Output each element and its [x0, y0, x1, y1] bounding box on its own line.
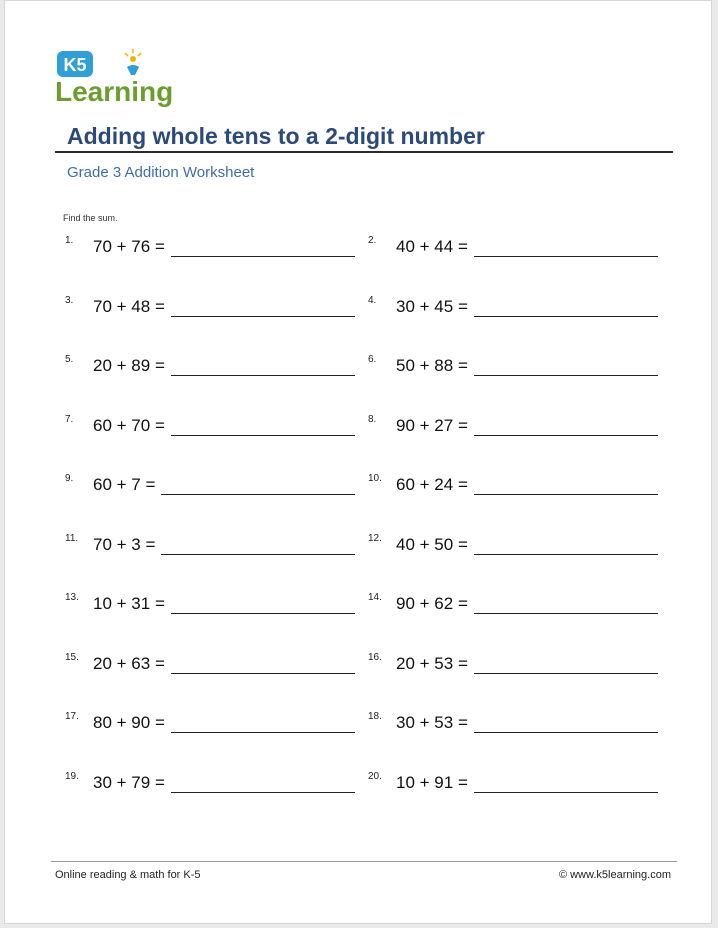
addend-b: 91 [434, 772, 454, 792]
plus-sign: + [414, 594, 435, 613]
plus-sign: + [414, 713, 435, 732]
answer-line[interactable] [171, 732, 355, 733]
plus-sign: + [414, 653, 435, 673]
answer-line[interactable] [474, 673, 658, 674]
answer-line[interactable] [474, 494, 658, 495]
equals-sign: = [453, 356, 468, 375]
problem-number: 4. [368, 294, 377, 306]
answer-line[interactable] [161, 494, 355, 495]
worksheet-title: Adding whole tens to a 2-digit number [67, 123, 485, 149]
problem-number: 11. [65, 532, 79, 544]
addend-b: 7 [131, 475, 141, 494]
answer-line[interactable] [474, 316, 658, 317]
equals-sign: = [453, 475, 468, 494]
problem-number: 20. [368, 770, 382, 782]
problem-item [65, 414, 365, 438]
problem-number: 3. [65, 294, 74, 306]
addend-b: 90 [131, 713, 151, 732]
problem-expression [396, 237, 468, 257]
addend-a: 10 [93, 594, 112, 613]
equals-sign: = [150, 653, 165, 673]
answer-line[interactable] [474, 256, 658, 257]
addend-b: 76 [131, 237, 151, 256]
problem-number: 5. [65, 354, 74, 365]
addend-b: 45 [434, 296, 454, 316]
equals-sign: = [453, 653, 468, 673]
equals-sign: = [150, 713, 165, 732]
answer-line[interactable] [171, 316, 355, 317]
addend-b: 63 [131, 653, 151, 673]
addend-b: 50 [434, 534, 454, 554]
plus-sign: + [111, 594, 132, 613]
problem-number: 16. [368, 651, 382, 663]
footer-divider [51, 861, 677, 862]
problem-list [5, 1, 711, 923]
problem-expression [396, 713, 468, 733]
addend-b: 53 [434, 653, 454, 673]
problem-item [368, 354, 668, 378]
problem-expression [396, 297, 468, 317]
addend-a: 90 [396, 415, 415, 435]
equals-sign: = [140, 475, 156, 494]
problem-expression [93, 654, 165, 674]
problem-item [65, 295, 365, 319]
addend-b: 88 [434, 356, 454, 375]
addend-b: 79 [131, 772, 151, 792]
problem-item [65, 711, 365, 735]
problem-item [368, 771, 668, 795]
answer-line[interactable] [171, 792, 355, 793]
problem-number: 1. [65, 235, 74, 246]
addend-a: 60 [396, 475, 415, 494]
plus-sign: + [414, 296, 435, 316]
problem-item [368, 473, 668, 497]
problem-item [368, 533, 668, 557]
addend-a: 50 [396, 356, 415, 375]
problem-number: 14. [368, 592, 382, 603]
addend-b: 3 [131, 534, 141, 554]
problem-expression [396, 594, 468, 614]
plus-sign: + [414, 772, 435, 792]
equals-sign: = [453, 534, 468, 554]
plus-sign: + [111, 237, 132, 256]
answer-line[interactable] [171, 256, 355, 257]
equals-sign: = [453, 594, 468, 613]
logo-badge-text: K5 [63, 55, 87, 75]
addend-b: 24 [434, 475, 454, 494]
equals-sign: = [150, 594, 165, 613]
footer-tagline: Online reading & math for K-5 [55, 869, 201, 881]
problem-number: 19. [65, 770, 79, 782]
worksheet-subtitle: Grade 3 Addition Worksheet [67, 164, 255, 181]
equals-sign: = [453, 772, 468, 792]
plus-sign: + [111, 772, 132, 792]
equals-sign: = [150, 237, 165, 256]
problem-number: 9. [65, 473, 74, 484]
problem-expression [93, 713, 165, 733]
problem-number: 17. [65, 711, 79, 722]
addend-a: 60 [93, 415, 112, 435]
addend-b: 44 [434, 237, 454, 256]
problem-item [368, 414, 668, 438]
problem-item [65, 473, 365, 497]
problem-item [368, 235, 668, 259]
problem-item [65, 533, 365, 557]
problem-item [368, 652, 668, 676]
problem-expression [396, 475, 468, 495]
problem-expression [93, 475, 155, 495]
equals-sign: = [453, 296, 468, 316]
problem-item [368, 711, 668, 735]
problem-item [65, 354, 365, 378]
problem-number: 6. [368, 354, 377, 365]
problem-expression [396, 356, 468, 376]
answer-line[interactable] [474, 375, 658, 376]
plus-sign: + [111, 534, 132, 554]
problem-item [65, 771, 365, 795]
answer-line[interactable] [474, 554, 658, 555]
problem-number: 12. [368, 532, 382, 544]
instruction-text: Find the sum. [63, 213, 118, 223]
plus-sign: + [111, 653, 132, 673]
problem-item [368, 295, 668, 319]
addend-b: 27 [434, 415, 454, 435]
answer-line[interactable] [474, 792, 658, 793]
plus-sign: + [414, 534, 435, 554]
plus-sign: + [414, 237, 435, 256]
addend-a: 30 [396, 296, 415, 316]
plus-sign: + [111, 713, 132, 732]
logo-wordmark: Learning [55, 76, 174, 107]
addend-a: 80 [93, 713, 112, 732]
problem-number: 18. [368, 711, 382, 722]
answer-line[interactable] [474, 435, 658, 436]
addend-b: 31 [131, 594, 151, 613]
answer-line[interactable] [474, 613, 658, 614]
equals-sign: = [150, 296, 165, 316]
problem-number: 13. [65, 592, 79, 603]
answer-line[interactable] [171, 375, 355, 376]
problem-item [65, 592, 365, 616]
addend-a: 30 [93, 772, 112, 792]
problem-number: 10. [368, 473, 382, 484]
problem-expression [93, 416, 165, 436]
problem-expression [396, 773, 468, 793]
addend-b: 70 [131, 415, 151, 435]
addend-a: 40 [396, 534, 415, 554]
addend-b: 89 [131, 356, 151, 375]
plus-sign: + [111, 415, 132, 435]
answer-line[interactable] [171, 673, 355, 674]
worksheet-page [4, 0, 712, 924]
problem-expression [93, 594, 165, 614]
addend-a: 70 [93, 534, 112, 554]
plus-sign: + [111, 356, 132, 375]
problem-expression [396, 535, 468, 555]
addend-a: 40 [396, 237, 415, 256]
problem-number: 2. [368, 235, 377, 246]
addend-a: 20 [93, 356, 112, 375]
equals-sign: = [453, 713, 468, 732]
addend-a: 10 [396, 772, 415, 792]
problem-expression [93, 773, 165, 793]
answer-line[interactable] [161, 554, 355, 555]
answer-line[interactable] [171, 613, 355, 614]
problem-item [65, 235, 365, 259]
problem-expression [396, 416, 468, 436]
plus-sign: + [414, 475, 435, 494]
addend-a: 70 [93, 296, 112, 316]
problem-number: 8. [368, 413, 377, 425]
addend-a: 20 [396, 653, 415, 673]
answer-line[interactable] [171, 435, 355, 436]
equals-sign: = [140, 534, 156, 554]
answer-line[interactable] [474, 732, 658, 733]
plus-sign: + [414, 415, 435, 435]
equals-sign: = [150, 356, 165, 375]
problem-item [368, 592, 668, 616]
addend-b: 62 [434, 594, 454, 613]
plus-sign: + [111, 475, 132, 494]
problem-item [65, 652, 365, 676]
addend-a: 60 [93, 475, 112, 494]
plus-sign: + [111, 296, 132, 316]
problem-number: 7. [65, 413, 74, 425]
addend-a: 70 [93, 237, 112, 256]
problem-expression [396, 654, 468, 674]
addend-a: 90 [396, 594, 415, 613]
addend-a: 30 [396, 713, 415, 732]
problem-expression [93, 535, 155, 555]
problem-expression [93, 356, 165, 376]
equals-sign: = [150, 415, 165, 435]
addend-a: 20 [93, 653, 112, 673]
problem-expression [93, 237, 165, 257]
addend-b: 48 [131, 296, 151, 316]
plus-sign: + [414, 356, 435, 375]
equals-sign: = [453, 415, 468, 435]
equals-sign: = [453, 237, 468, 256]
addend-b: 53 [434, 713, 454, 732]
equals-sign: = [150, 772, 165, 792]
problem-expression [93, 297, 165, 317]
footer-copyright: © www.k5learning.com [558, 869, 671, 881]
problem-number: 15. [65, 651, 79, 663]
